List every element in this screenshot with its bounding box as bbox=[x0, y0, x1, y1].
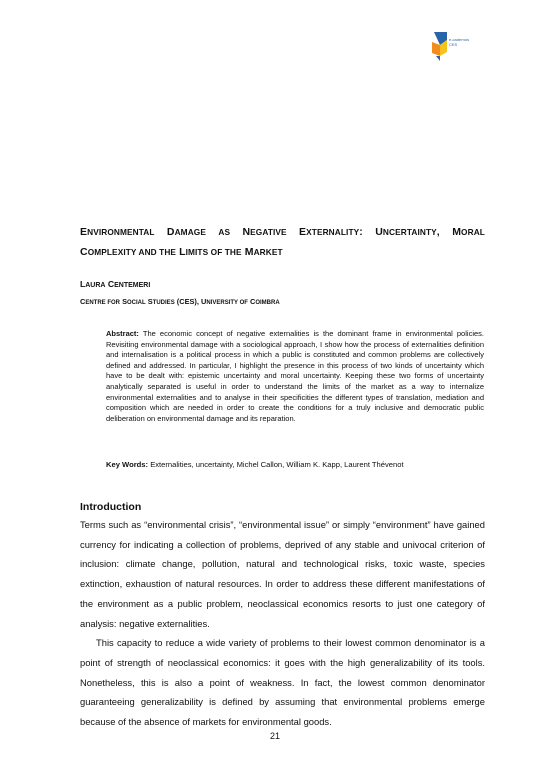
logo-line-1: e-cadernos bbox=[449, 37, 470, 42]
abstract-text: The economic concept of negative externalities is the dominant frame in environmental policies. Revisiting environmental damage with a sociological approach, I show how the process of externalities definition and internalisation is a political process in which a public is constituted and common problems are collectively defined and addressed. In particular, I highlight the presence in this process of two kinds of uncertainty which have to be dealt with: epistemic uncertainty and moral uncertainty. Keeping these two forms of uncertainty analytically separated is useful in order to understand the limits of the market as a way to internalize environmental externalities and to analyse in their specificities the different types of translation, mediation and composition which are needed in order to create the conditions for a truly inclusive and democratic public deliberation on environmental damage and its reparation. bbox=[106, 329, 484, 423]
logo-line-2: CES bbox=[449, 42, 458, 47]
keywords bbox=[106, 460, 486, 469]
abstract-label: Abstract: bbox=[106, 329, 139, 338]
journal-logo bbox=[430, 30, 500, 64]
section-heading: Introduction bbox=[80, 501, 142, 513]
abstract bbox=[106, 329, 484, 424]
author-affiliation: CENTRE FOR SOCIAL STUDIES (CES), UNIVERSITY OF COIMBRA bbox=[80, 297, 280, 306]
body-text bbox=[80, 515, 485, 732]
paragraph-1: Terms such as “environmental crisis”, “environmental issue” or simply “environment” have gained currency for indicating a collection of problems, deprived of any stable and univocal criterion of inclusion: climate change, pollution, natural and technological risks, toxic waste, species extinction, exhaustion of natural resources. In order to address these different manifestations of the environment as a public problem, neoclassical economics resorts to just one category of analysis: negative externalities. bbox=[80, 519, 485, 629]
article-title: ENVIRONMENTAL DAMAGE AS NEGATIVE EXTERNALITY: UNCERTAINTY, MORAL COMPLEXITY AND THE LIMITS OF THE MARKET bbox=[80, 226, 485, 258]
keywords-label: Key Words: bbox=[106, 460, 149, 469]
logo-text bbox=[449, 37, 469, 47]
paragraph-2: This capacity to reduce a wide variety of problems to their lowest common denominator is a point of strength of neoclassical economics: it goes with the high generalizability of its tools. Nonetheless, this is also a point of weakness. In fact, the lowest common denominator guaranteeing generalizability is defined by assuming that environmental problems emerge because of the absence of markets for environmental goods. bbox=[80, 637, 485, 728]
logo-mark-icon bbox=[430, 30, 450, 62]
page-number: 21 bbox=[269, 731, 280, 741]
author-name: LAURA CENTEMERI bbox=[80, 279, 151, 289]
keywords-text: Externalities, uncertainty, Michel Callon, William K. Kapp, Laurent Thévenot bbox=[150, 460, 404, 469]
